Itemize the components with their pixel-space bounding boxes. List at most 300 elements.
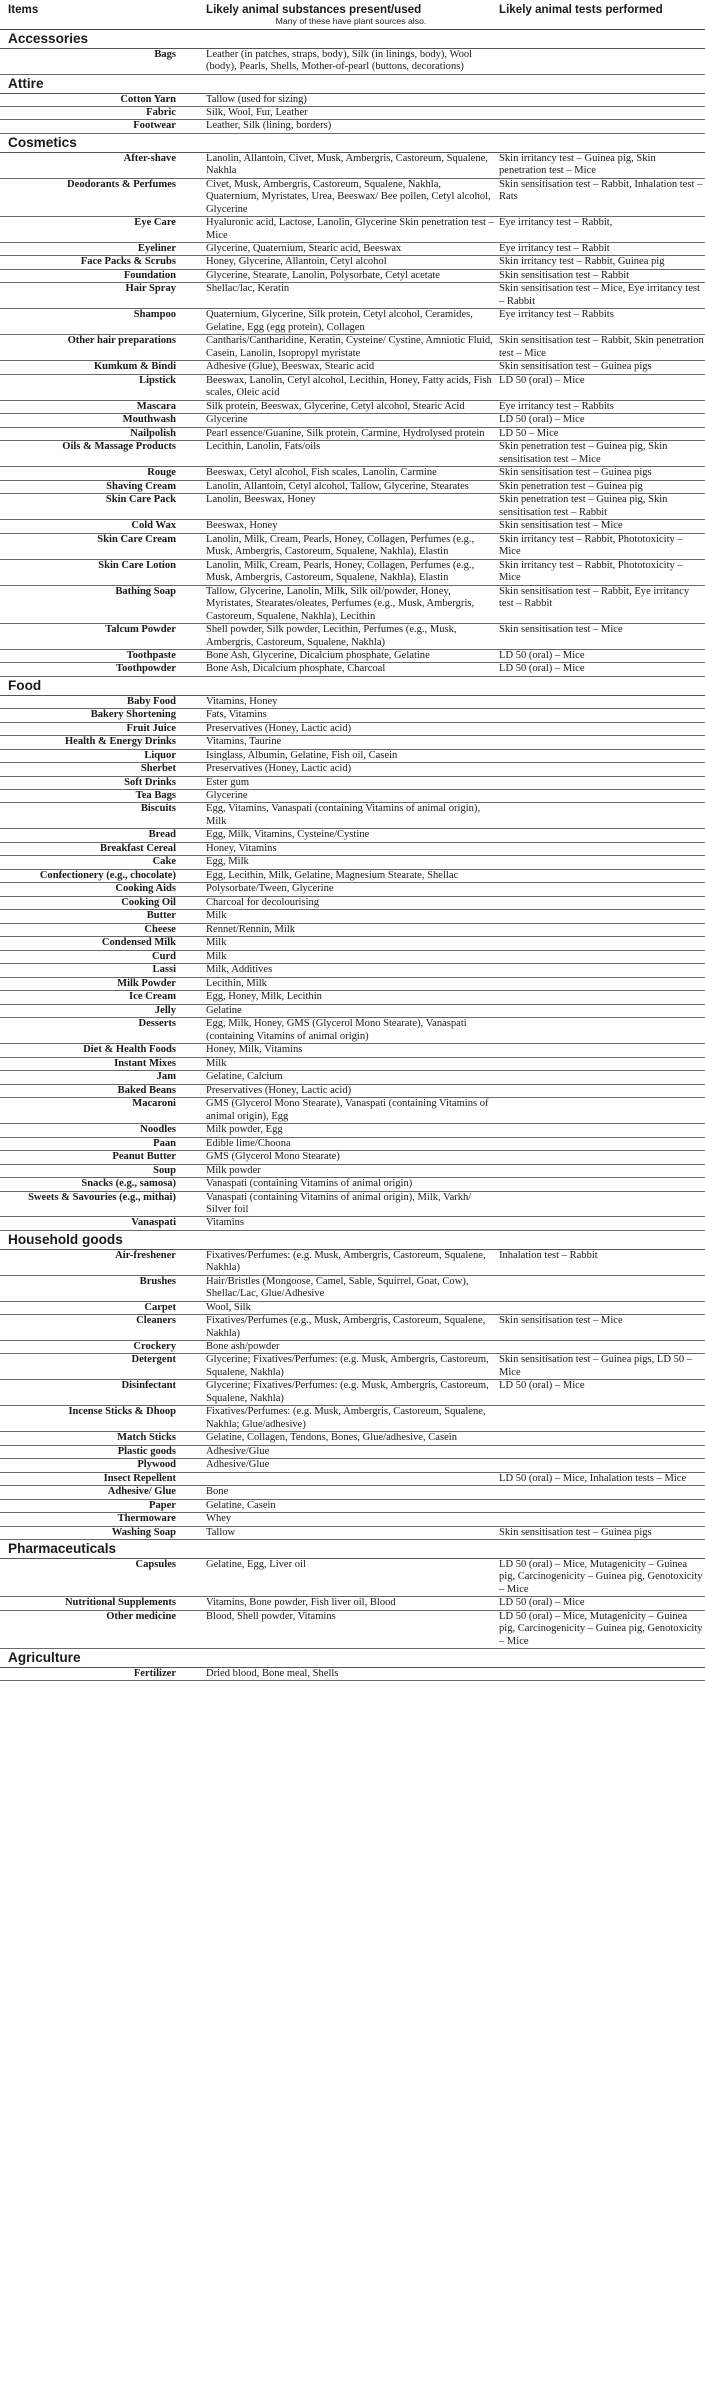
section-row — [0, 30, 705, 49]
tests-cell: Skin sensitisation test – Mice — [496, 520, 705, 533]
item-cell: Rouge — [0, 467, 206, 480]
substances-cell: Civet, Musk, Ambergris, Castoreum, Squalene, Nakhla, Quaternium, Myristates, Urea, Beeswax/ Bee pollen, Cetyl alcohol, Glycerine — [206, 178, 496, 216]
table-row — [0, 1610, 705, 1648]
item-cell: Adhesive/ Glue — [0, 1486, 206, 1499]
substances-cell: Polysorbate/Tween, Glycerine — [206, 883, 496, 896]
table-row — [0, 749, 705, 762]
tests-cell — [496, 1124, 705, 1137]
tests-cell — [496, 829, 705, 842]
item-cell: Nutritional Supplements — [0, 1597, 206, 1610]
item-cell: Toothpaste — [0, 650, 206, 663]
substances-cell: Silk, Wool, Fur, Leather — [206, 107, 496, 120]
table-row — [0, 93, 705, 106]
item-cell: Condensed Milk — [0, 937, 206, 950]
item-cell: Bread — [0, 829, 206, 842]
table-row — [0, 1472, 705, 1485]
substances-cell: Fixatives/Perfumes: (e.g. Musk, Ambergris, Castoreum, Squalene, Nakhla) — [206, 1249, 496, 1275]
table-row — [0, 1004, 705, 1017]
table-row — [0, 1380, 705, 1406]
table-row — [0, 1124, 705, 1137]
item-cell: Jam — [0, 1071, 206, 1084]
substances-cell: Milk powder, Egg — [206, 1124, 496, 1137]
table-row — [0, 856, 705, 869]
tests-cell — [496, 896, 705, 909]
section-row — [0, 1230, 705, 1249]
section-title: Agriculture — [0, 1649, 705, 1668]
substances-cell: Shellac/lac, Keratin — [206, 283, 496, 309]
table-row — [0, 1217, 705, 1230]
substances-cell: Fats, Vitamins — [206, 709, 496, 722]
table-row — [0, 467, 705, 480]
item-cell: Fertilizer — [0, 1667, 206, 1680]
table-row — [0, 1044, 705, 1057]
item-cell: Eye Care — [0, 217, 206, 243]
substances-cell: Gelatine, Egg, Liver oil — [206, 1558, 496, 1596]
tests-cell — [496, 107, 705, 120]
table-row — [0, 1315, 705, 1341]
section-title: Pharmaceuticals — [0, 1540, 705, 1559]
table-row — [0, 1098, 705, 1124]
tests-cell — [496, 991, 705, 1004]
item-cell: Desserts — [0, 1018, 206, 1044]
table-row — [0, 991, 705, 1004]
substances-cell: Hyaluronic acid, Lactose, Lanolin, Glycerine Skin penetration test – Mice — [206, 217, 496, 243]
tests-cell: Skin irritancy test – Rabbit, Guinea pig — [496, 256, 705, 269]
table-row — [0, 335, 705, 361]
item-cell: Mascara — [0, 400, 206, 413]
table-row — [0, 494, 705, 520]
tests-cell — [496, 1164, 705, 1177]
item-cell: Lassi — [0, 964, 206, 977]
table-row — [0, 829, 705, 842]
tests-cell — [496, 1018, 705, 1044]
item-cell: Nailpolish — [0, 427, 206, 440]
header-items: Items — [0, 0, 206, 30]
table-row — [0, 242, 705, 255]
item-cell: Insect Repellent — [0, 1472, 206, 1485]
tests-cell: Eye irritancy test – Rabbits — [496, 309, 705, 335]
table-row — [0, 120, 705, 133]
tests-cell: Skin sensitisation test – Guinea pigs — [496, 361, 705, 374]
substances-cell: Rennet/Rennin, Milk — [206, 923, 496, 936]
item-cell: Cleaners — [0, 1315, 206, 1341]
substances-cell: Egg, Milk — [206, 856, 496, 869]
item-cell: Washing Soap — [0, 1526, 206, 1539]
tests-cell — [496, 1432, 705, 1445]
table-row — [0, 776, 705, 789]
item-cell: Milk Powder — [0, 977, 206, 990]
table-row — [0, 964, 705, 977]
tests-cell — [496, 763, 705, 776]
item-cell: Paper — [0, 1499, 206, 1512]
table-row — [0, 107, 705, 120]
substances-cell: Lecithin, Lanolin, Fats/oils — [206, 441, 496, 467]
item-cell: Breakfast Cereal — [0, 842, 206, 855]
table-row — [0, 217, 705, 243]
item-cell: Hair Spray — [0, 283, 206, 309]
substances-cell: Milk — [206, 937, 496, 950]
substances-cell: Adhesive (Glue), Beeswax, Stearic acid — [206, 361, 496, 374]
substances-cell: Glycerine; Fixatives/Perfumes: (e.g. Musk, Ambergris, Castoreum, Squalene, Nakhla) — [206, 1354, 496, 1380]
substances-cell: Egg, Milk, Honey, GMS (Glycerol Mono Stearate), Vanaspati (containing Vitamins of animal origin) — [206, 1018, 496, 1044]
item-cell: Soup — [0, 1164, 206, 1177]
table-row — [0, 400, 705, 413]
table-row — [0, 1084, 705, 1097]
table-row — [0, 910, 705, 923]
substances-cell: Wool, Silk — [206, 1301, 496, 1314]
tests-cell — [496, 120, 705, 133]
item-cell: Carpet — [0, 1301, 206, 1314]
substances-cell: Adhesive/Glue — [206, 1459, 496, 1472]
substances-cell: Honey, Vitamins — [206, 842, 496, 855]
item-cell: Peanut Butter — [0, 1151, 206, 1164]
tests-cell: Eye irritancy test – Rabbit, — [496, 217, 705, 243]
substances-cell: Quaternium, Glycerine, Silk protein, Cetyl alcohol, Ceramides, Gelatine, Egg (egg protein), Collagen — [206, 309, 496, 335]
substances-cell: Vitamins — [206, 1217, 496, 1230]
tests-cell: Skin sensitisation test – Mice, Eye irritancy test – Rabbit — [496, 283, 705, 309]
substances-cell: Leather, Silk (lining, borders) — [206, 120, 496, 133]
tests-cell — [496, 1301, 705, 1314]
tests-cell: Skin sensitisation test – Rabbit, Inhalation test – Rats — [496, 178, 705, 216]
item-cell: Health & Energy Drinks — [0, 736, 206, 749]
table-row — [0, 896, 705, 909]
substances-cell: Ester gum — [206, 776, 496, 789]
table-row — [0, 256, 705, 269]
table-row — [0, 1432, 705, 1445]
header-tests: Likely animal tests performed — [496, 0, 705, 30]
table-row — [0, 1597, 705, 1610]
tests-cell: Skin sensitisation test – Mice — [496, 624, 705, 650]
tests-cell — [496, 1178, 705, 1191]
tests-cell — [496, 883, 705, 896]
table-row — [0, 803, 705, 829]
substances-cell: Tallow, Glycerine, Lanolin, Milk, Silk oil/powder, Honey, Myristates, Stearates/oleates, Perfumes (e.g., Musk, Ambergris, Castoreum, Squalene, Nakhla), Lecithin — [206, 585, 496, 623]
tests-cell — [496, 1667, 705, 1680]
table-row — [0, 1340, 705, 1353]
item-cell: Face Packs & Scrubs — [0, 256, 206, 269]
item-cell: Brushes — [0, 1275, 206, 1301]
table-row — [0, 585, 705, 623]
tests-cell — [496, 1275, 705, 1301]
table-row — [0, 269, 705, 282]
item-cell: Deodorants & Perfumes — [0, 178, 206, 216]
table-row — [0, 374, 705, 400]
item-cell: Kumkum & Bindi — [0, 361, 206, 374]
item-cell: Soft Drinks — [0, 776, 206, 789]
substances-cell: Vanaspati (containing Vitamins of animal origin), Milk, Varkh/ Silver foil — [206, 1191, 496, 1217]
substances-cell — [206, 1472, 496, 1485]
substances-cell: Egg, Honey, Milk, Lecithin — [206, 991, 496, 1004]
substances-cell: Glycerine, Stearate, Lanolin, Polysorbate, Cetyl acetate — [206, 269, 496, 282]
tests-cell — [496, 964, 705, 977]
item-cell: Toothpowder — [0, 663, 206, 676]
tests-cell: Skin irritancy test – Guinea pig, Skin penetration test – Mice — [496, 152, 705, 178]
table-row — [0, 441, 705, 467]
tests-cell — [496, 48, 705, 74]
header-substances — [206, 0, 496, 30]
substances-cell: GMS (Glycerol Mono Stearate) — [206, 1151, 496, 1164]
substances-cell: Egg, Lecithin, Milk, Gelatine, Magnesium Stearate, Shellac — [206, 869, 496, 882]
table-row — [0, 427, 705, 440]
substances-cell: Beeswax, Cetyl alcohol, Fish scales, Lanolin, Carmine — [206, 467, 496, 480]
substances-cell: Leather (in patches, straps, body), Silk (in linings, body), Wool (body), Pearls, Shells, Mother-of-pearl (buttons, decorations) — [206, 48, 496, 74]
section-row — [0, 1540, 705, 1559]
tests-cell: Skin sensitisation test – Guinea pigs — [496, 467, 705, 480]
substances-cell: Hair/Bristles (Mongoose, Camel, Sable, Squirrel, Goat, Cow), Shellac/Lac, Glue/Adhesive — [206, 1275, 496, 1301]
tests-cell — [496, 695, 705, 708]
table-row — [0, 1057, 705, 1070]
substances-cell: Adhesive/Glue — [206, 1445, 496, 1458]
item-cell: Cold Wax — [0, 520, 206, 533]
tests-cell — [496, 842, 705, 855]
item-cell: Disinfectant — [0, 1380, 206, 1406]
tests-cell: Eye irritancy test – Rabbit — [496, 242, 705, 255]
tests-cell — [496, 856, 705, 869]
item-cell: Diet & Health Foods — [0, 1044, 206, 1057]
table-row — [0, 789, 705, 802]
substances-cell: Edible lime/Choona — [206, 1137, 496, 1150]
substances-cell: Milk — [206, 910, 496, 923]
item-cell: Other medicine — [0, 1610, 206, 1648]
table-row — [0, 650, 705, 663]
tests-cell: Skin penetration test – Guinea pig, Skin sensitisation test – Rabbit — [496, 494, 705, 520]
tests-cell: LD 50 (oral) – Mice — [496, 1380, 705, 1406]
substances-cell: GMS (Glycerol Mono Stearate), Vanaspati (containing Vitamins of animal origin), Egg — [206, 1098, 496, 1124]
item-cell: Mouthwash — [0, 414, 206, 427]
table-row — [0, 624, 705, 650]
tests-cell — [496, 910, 705, 923]
header-substances-label: Likely animal substances present/used — [206, 3, 422, 16]
substances-cell: Milk, Additives — [206, 964, 496, 977]
tests-cell — [496, 1340, 705, 1353]
item-cell: Confectionery (e.g., chocolate) — [0, 869, 206, 882]
table-row — [0, 1018, 705, 1044]
table-row — [0, 309, 705, 335]
tests-cell — [496, 1217, 705, 1230]
table-row — [0, 1071, 705, 1084]
item-cell: Footwear — [0, 120, 206, 133]
item-cell: Crockery — [0, 1340, 206, 1353]
substances-cell: Lanolin, Beeswax, Honey — [206, 494, 496, 520]
substances-cell: Gelatine, Casein — [206, 1499, 496, 1512]
tests-cell: LD 50 (oral) – Mice, Inhalation tests – Mice — [496, 1472, 705, 1485]
tests-cell — [496, 1071, 705, 1084]
item-cell: Bags — [0, 48, 206, 74]
item-cell: Other hair preparations — [0, 335, 206, 361]
substances-cell: Silk protein, Beeswax, Glycerine, Cetyl alcohol, Stearic Acid — [206, 400, 496, 413]
item-cell: Plastic goods — [0, 1445, 206, 1458]
item-cell: Talcum Powder — [0, 624, 206, 650]
table-row — [0, 722, 705, 735]
table-row — [0, 1459, 705, 1472]
table-row — [0, 695, 705, 708]
substances-cell: Lanolin, Milk, Cream, Pearls, Honey, Collagen, Perfumes (e.g., Musk, Ambergris, Castoreum, Squalene, Nakhla), Elastin — [206, 533, 496, 559]
substances-cell: Vitamins, Bone powder, Fish liver oil, Blood — [206, 1597, 496, 1610]
tests-cell — [496, 1445, 705, 1458]
substances-cell: Beeswax, Lanolin, Cetyl alcohol, Lecithin, Honey, Fatty acids, Fish scales, Oleic acid — [206, 374, 496, 400]
tests-cell: Skin sensitisation test – Rabbit, Eye irritancy test – Rabbit — [496, 585, 705, 623]
substances-cell: Gelatine, Calcium — [206, 1071, 496, 1084]
substances-cell: Vitamins, Honey — [206, 695, 496, 708]
section-row — [0, 676, 705, 695]
item-cell: Skin Care Cream — [0, 533, 206, 559]
table-row — [0, 1558, 705, 1596]
item-cell: Tea Bags — [0, 789, 206, 802]
tests-cell — [496, 1406, 705, 1432]
item-cell: Curd — [0, 950, 206, 963]
tests-cell — [496, 869, 705, 882]
tests-cell: Eye irritancy test – Rabbits — [496, 400, 705, 413]
item-cell: Sherbet — [0, 763, 206, 776]
item-cell: Cooking Aids — [0, 883, 206, 896]
substances-cell: Lecithin, Milk — [206, 977, 496, 990]
item-cell: Liquor — [0, 749, 206, 762]
tests-cell: Skin sensitisation test – Rabbit — [496, 269, 705, 282]
item-cell: Eyeliner — [0, 242, 206, 255]
substances-cell: Milk powder — [206, 1164, 496, 1177]
item-cell: Cotton Yarn — [0, 93, 206, 106]
table-row — [0, 559, 705, 585]
section-row — [0, 1649, 705, 1668]
substances-cell: Shell powder, Silk powder, Lecithin, Perfumes (e.g., Musk, Ambergris, Castoreum, Squalene, Nakhla) — [206, 624, 496, 650]
tests-cell: Skin sensitisation test – Guinea pigs, LD 50 – Mice — [496, 1354, 705, 1380]
item-cell: Snacks (e.g., samosa) — [0, 1178, 206, 1191]
tests-cell — [496, 776, 705, 789]
substances-cell: Lanolin, Allantoin, Cetyl alcohol, Tallow, Glycerine, Stearates — [206, 480, 496, 493]
item-cell: Shaving Cream — [0, 480, 206, 493]
item-cell: Incense Sticks & Dhoop — [0, 1406, 206, 1432]
table-row — [0, 937, 705, 950]
item-cell: Fabric — [0, 107, 206, 120]
substances-cell: Isinglass, Albumin, Gelatine, Fish oil, Casein — [206, 749, 496, 762]
substances-cell: Charcoal for decolourising — [206, 896, 496, 909]
substances-cell: Vanaspati (containing Vitamins of animal origin) — [206, 1178, 496, 1191]
substances-cell: Tallow (used for sizing) — [206, 93, 496, 106]
item-cell: Jelly — [0, 1004, 206, 1017]
substances-cell: Bone ash/powder — [206, 1340, 496, 1353]
item-cell: Vanaspati — [0, 1217, 206, 1230]
table-row — [0, 1667, 705, 1680]
tests-cell: Inhalation test – Rabbit — [496, 1249, 705, 1275]
tests-cell — [496, 1191, 705, 1217]
table-row — [0, 1137, 705, 1150]
table-body — [0, 30, 705, 1681]
substances-cell: Preservatives (Honey, Lactic acid) — [206, 1084, 496, 1097]
item-cell: Fruit Juice — [0, 722, 206, 735]
section-row — [0, 74, 705, 93]
substances-cell: Honey, Milk, Vitamins — [206, 1044, 496, 1057]
table-row — [0, 533, 705, 559]
tests-cell — [496, 950, 705, 963]
substances-cell: Glycerine — [206, 789, 496, 802]
table-row — [0, 361, 705, 374]
table-row — [0, 763, 705, 776]
table-row — [0, 663, 705, 676]
substances-cell: Fixatives/Perfumes: (e.g. Musk, Ambergris, Castoreum, Squalene, Nakhla; Glue/adhesive) — [206, 1406, 496, 1432]
table-row — [0, 178, 705, 216]
section-title: Attire — [0, 74, 705, 93]
tests-cell — [496, 1044, 705, 1057]
tests-cell — [496, 789, 705, 802]
substances-cell: Tallow — [206, 1526, 496, 1539]
item-cell: Baby Food — [0, 695, 206, 708]
item-cell: Noodles — [0, 1124, 206, 1137]
tests-cell: LD 50 (oral) – Mice, Mutagenicity – Guinea pig, Carcinogenicity – Guinea pig, Genotoxicity – Mice — [496, 1558, 705, 1596]
item-cell: Cheese — [0, 923, 206, 936]
section-title: Accessories — [0, 30, 705, 49]
table-row — [0, 977, 705, 990]
substances-cell: Milk — [206, 950, 496, 963]
item-cell: Oils & Massage Products — [0, 441, 206, 467]
tests-cell: LD 50 (oral) – Mice — [496, 1597, 705, 1610]
table-row — [0, 1275, 705, 1301]
substances-cell: Bone — [206, 1486, 496, 1499]
item-cell: Foundation — [0, 269, 206, 282]
tests-cell: Skin sensitisation test – Rabbit, Skin penetration test – Mice — [496, 335, 705, 361]
item-cell: Bakery Shortening — [0, 709, 206, 722]
tests-cell — [496, 1151, 705, 1164]
item-cell: Butter — [0, 910, 206, 923]
substances-cell: Bone Ash, Dicalcium phosphate, Charcoal — [206, 663, 496, 676]
item-cell: Paan — [0, 1137, 206, 1150]
table-row — [0, 480, 705, 493]
item-cell: Detergent — [0, 1354, 206, 1380]
tests-cell — [496, 1098, 705, 1124]
item-cell: Instant Mixes — [0, 1057, 206, 1070]
table-header-row — [0, 0, 705, 30]
item-cell: Air-freshener — [0, 1249, 206, 1275]
tests-cell — [496, 803, 705, 829]
item-cell: Lipstick — [0, 374, 206, 400]
tests-cell — [496, 1084, 705, 1097]
table-row — [0, 48, 705, 74]
item-cell: Bathing Soap — [0, 585, 206, 623]
item-cell: Shampoo — [0, 309, 206, 335]
item-cell: Skin Care Pack — [0, 494, 206, 520]
section-title: Cosmetics — [0, 133, 705, 152]
table-row — [0, 520, 705, 533]
table-row — [0, 736, 705, 749]
table-row — [0, 1191, 705, 1217]
item-cell: Biscuits — [0, 803, 206, 829]
substances-cell: Egg, Milk, Vitamins, Cysteine/Cystine — [206, 829, 496, 842]
table-row — [0, 1178, 705, 1191]
table-row — [0, 883, 705, 896]
table-row — [0, 842, 705, 855]
tests-cell: LD 50 (oral) – Mice, Mutagenicity – Guinea pig, Carcinogenicity – Guinea pig, Genotoxicity – Mice — [496, 1610, 705, 1648]
item-cell: Baked Beans — [0, 1084, 206, 1097]
substances-cell: Fixatives/Perfumes (e.g., Musk, Ambergris, Castoreum, Squalene, Nakhla) — [206, 1315, 496, 1341]
item-cell: After-shave — [0, 152, 206, 178]
tests-cell: LD 50 (oral) – Mice — [496, 414, 705, 427]
tests-cell: Skin sensitisation test – Guinea pigs — [496, 1526, 705, 1539]
table-row — [0, 709, 705, 722]
tests-cell — [496, 937, 705, 950]
substances-cell: Bone Ash, Glycerine, Dicalcium phosphate, Gelatine — [206, 650, 496, 663]
table-row — [0, 152, 705, 178]
tests-cell — [496, 1004, 705, 1017]
substances-cell: Beeswax, Honey — [206, 520, 496, 533]
table-row — [0, 1445, 705, 1458]
table-row — [0, 1486, 705, 1499]
tests-cell: LD 50 (oral) – Mice — [496, 650, 705, 663]
table-row — [0, 1513, 705, 1526]
tests-cell: LD 50 (oral) – Mice — [496, 374, 705, 400]
tests-cell — [496, 1137, 705, 1150]
table-row — [0, 923, 705, 936]
tests-cell: Skin penetration test – Guinea pig, Skin sensitisation test – Mice — [496, 441, 705, 467]
section-row — [0, 133, 705, 152]
